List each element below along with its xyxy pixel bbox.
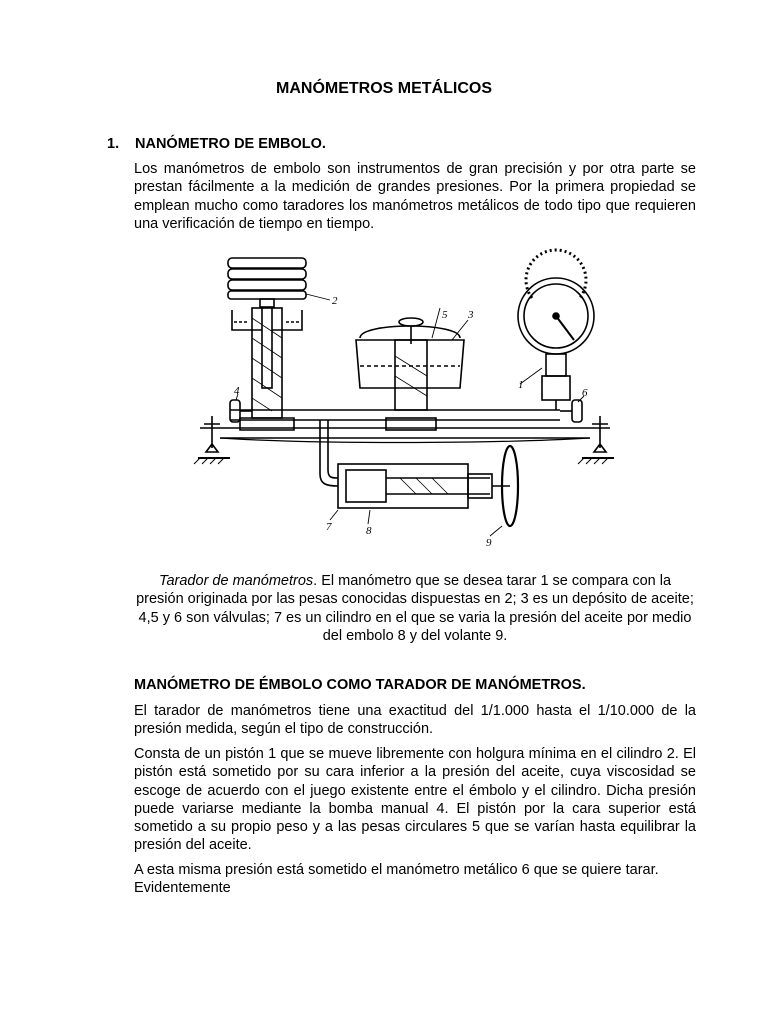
valve-6 — [560, 400, 582, 422]
caption-text: . El manómetro que se desea tarar 1 se compara con la presión originada por las pesas conocidas dispuestas en 2; 3 es un depósito de aceite; 4,5 y 6 son válvulas; 7 es un cilindro en el que se varia la presión del aceite por medio del embolo 8 y del volante 9. — [136, 573, 694, 644]
label-1: 1 — [518, 379, 524, 391]
figure-caption — [134, 572, 696, 645]
label-4: 4 — [234, 385, 240, 397]
paragraph-construction: Consta de un pistón 1 que se mueve libremente con holgura mínima en el cilindro 2. El pistón está sometido por su cara inferior a la presión del aceite, cuya viscosidad se escoge de acuerdo con el juego existente entre el émbolo y el cilindro. Dicha presión puede variarse mediante la bomba manual 4. El pistón por la cara superior está sometido a su propio peso y a las pesas circulares 5 que se varían hasta equilibrar la presión del aceite. — [134, 746, 696, 854]
paragraph-gauge: A esta misma presión está sometido el manómetro metálico 6 que se quiere tarar. Evidentemente — [134, 862, 659, 897]
subsection-heading: MANÓMETRO DE ÉMBOLO COMO TARADOR DE MANÓMETROS. — [134, 677, 586, 693]
label-2: 2 — [332, 295, 338, 307]
label-5: 5 — [442, 309, 448, 321]
label-7: 7 — [326, 521, 332, 533]
intro-paragraph: Los manómetros de embolo son instrumentos de gran precisión y por otra parte se prestan fácilmente a la medición de grandes presiones. Por la primera propiedad se emplean mucho como taradores los manómetros metálicos de todo tipo que requieren una verificación de tiempo en tiempo. — [134, 161, 696, 232]
page-title: MANÓMETROS METÁLICOS — [276, 80, 492, 97]
label-3: 3 — [468, 309, 474, 321]
section-title: NANÓMETRO DE EMBOLO. — [135, 136, 326, 152]
paragraph-accuracy: El tarador de manómetros tiene una exactitud del 1/1.000 hasta el 1/10.000 de la presión medida, según el tipo de construcción. — [134, 703, 696, 738]
caption-italic: Tarador de manómetros — [158, 573, 314, 589]
pressure-gauge-tester-diagram — [190, 248, 620, 548]
label-9: 9 — [486, 537, 492, 548]
gauge-drawing — [518, 250, 594, 410]
weights-stack — [228, 258, 306, 307]
label-6: 6 — [582, 387, 588, 399]
section-heading — [107, 136, 326, 152]
label-8: 8 — [366, 525, 372, 537]
oil-reservoir — [356, 318, 464, 430]
pump-cylinder — [338, 446, 518, 526]
section-number: 1. — [107, 136, 120, 152]
